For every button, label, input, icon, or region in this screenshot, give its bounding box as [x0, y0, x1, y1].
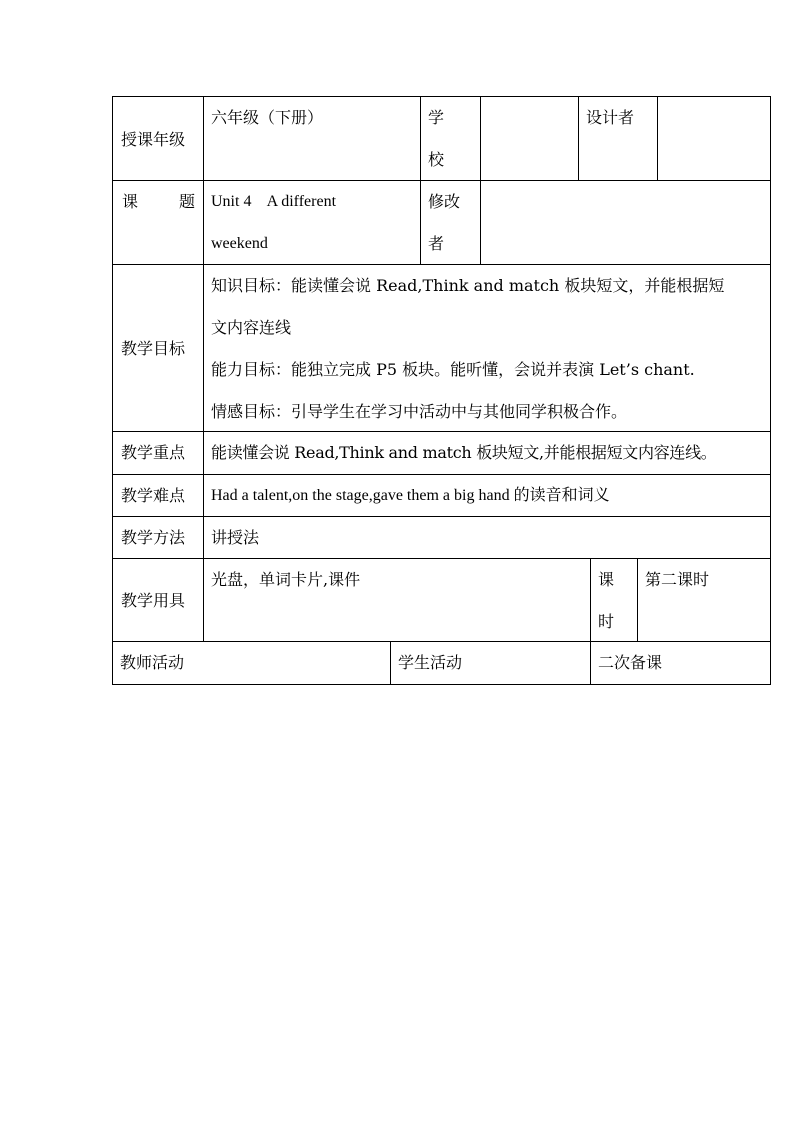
topic-label-2: 题	[178, 192, 195, 211]
student-activity-cell	[390, 641, 591, 685]
period-label-cell	[590, 558, 638, 642]
objective-ability: 能力目标：能独立完成 P5 板块。能听懂，会说并表演 Let’s chant.	[211, 360, 695, 379]
tools-value-cell	[203, 558, 591, 642]
designer-value-cell	[657, 96, 771, 181]
teacher-activity-header: 教师活动	[120, 653, 185, 672]
key-points-value-cell	[203, 431, 771, 475]
period-value: 第二课时	[645, 570, 710, 589]
reviser-value-cell	[480, 180, 771, 265]
key-points-label-cell	[112, 431, 204, 475]
grade-label: 授课年级	[121, 130, 186, 149]
designer-label: 设计者	[586, 108, 635, 127]
objectives-value-cell	[203, 264, 771, 432]
objective-knowledge-line-2: 文内容连线	[211, 318, 292, 337]
designer-label-cell	[578, 96, 658, 181]
grade-value-cell	[203, 96, 421, 181]
topic-label-1: 课	[122, 192, 139, 211]
school-value-cell	[480, 96, 579, 181]
reviser-label-2: 者	[428, 234, 445, 253]
method-label-cell	[112, 516, 204, 559]
topic-label-cell	[112, 180, 204, 265]
difficulties-value: Had a talent,on the stage,gave them a big hand 的读音和词义	[211, 487, 610, 504]
topic-value-cell	[203, 180, 421, 265]
grade-label-cell	[112, 96, 204, 181]
method-value: 讲授法	[211, 528, 260, 547]
tools-label-cell	[112, 558, 204, 642]
tools-label: 教学用具	[121, 591, 186, 610]
reviser-label-1: 修改	[428, 192, 461, 211]
difficulties-label: 教学难点	[121, 486, 186, 505]
topic-line-1: Unit 4 A different	[211, 193, 337, 210]
school-label-2: 校	[428, 150, 445, 169]
second-prep-header: 二次备课	[598, 653, 663, 672]
key-points-label: 教学重点	[121, 443, 186, 462]
objectives-label-cell	[112, 264, 204, 432]
tools-value: 光盘，单词卡片,课件	[211, 570, 361, 589]
period-label-1: 课	[598, 570, 615, 589]
teacher-activity-cell	[112, 641, 391, 685]
objectives-label: 教学目标	[121, 339, 186, 358]
reviser-label-cell	[420, 180, 481, 265]
school-label-cell	[420, 96, 481, 181]
objective-emotion: 情感目标：引导学生在学习中活动中与其他同学积极合作。	[211, 402, 628, 421]
objective-knowledge-line-1: 知识目标：能读懂会说 Read,Think and match 板块短文，并能根据短	[211, 276, 725, 295]
key-points-value: 能读懂会说 Read,Think and match 板块短文,并能根据短文内容连线。	[211, 443, 717, 462]
topic-line-2: weekend	[211, 235, 268, 252]
student-activity-header: 学生活动	[398, 653, 463, 672]
period-value-cell	[637, 558, 771, 642]
method-label: 教学方法	[121, 528, 186, 547]
grade-value: 六年级（下册）	[211, 108, 324, 127]
difficulties-value-cell	[203, 474, 771, 517]
period-label-2: 时	[598, 612, 615, 631]
school-label-1: 学	[428, 108, 445, 127]
difficulties-label-cell	[112, 474, 204, 517]
second-prep-cell	[590, 641, 771, 685]
method-value-cell	[203, 516, 771, 559]
